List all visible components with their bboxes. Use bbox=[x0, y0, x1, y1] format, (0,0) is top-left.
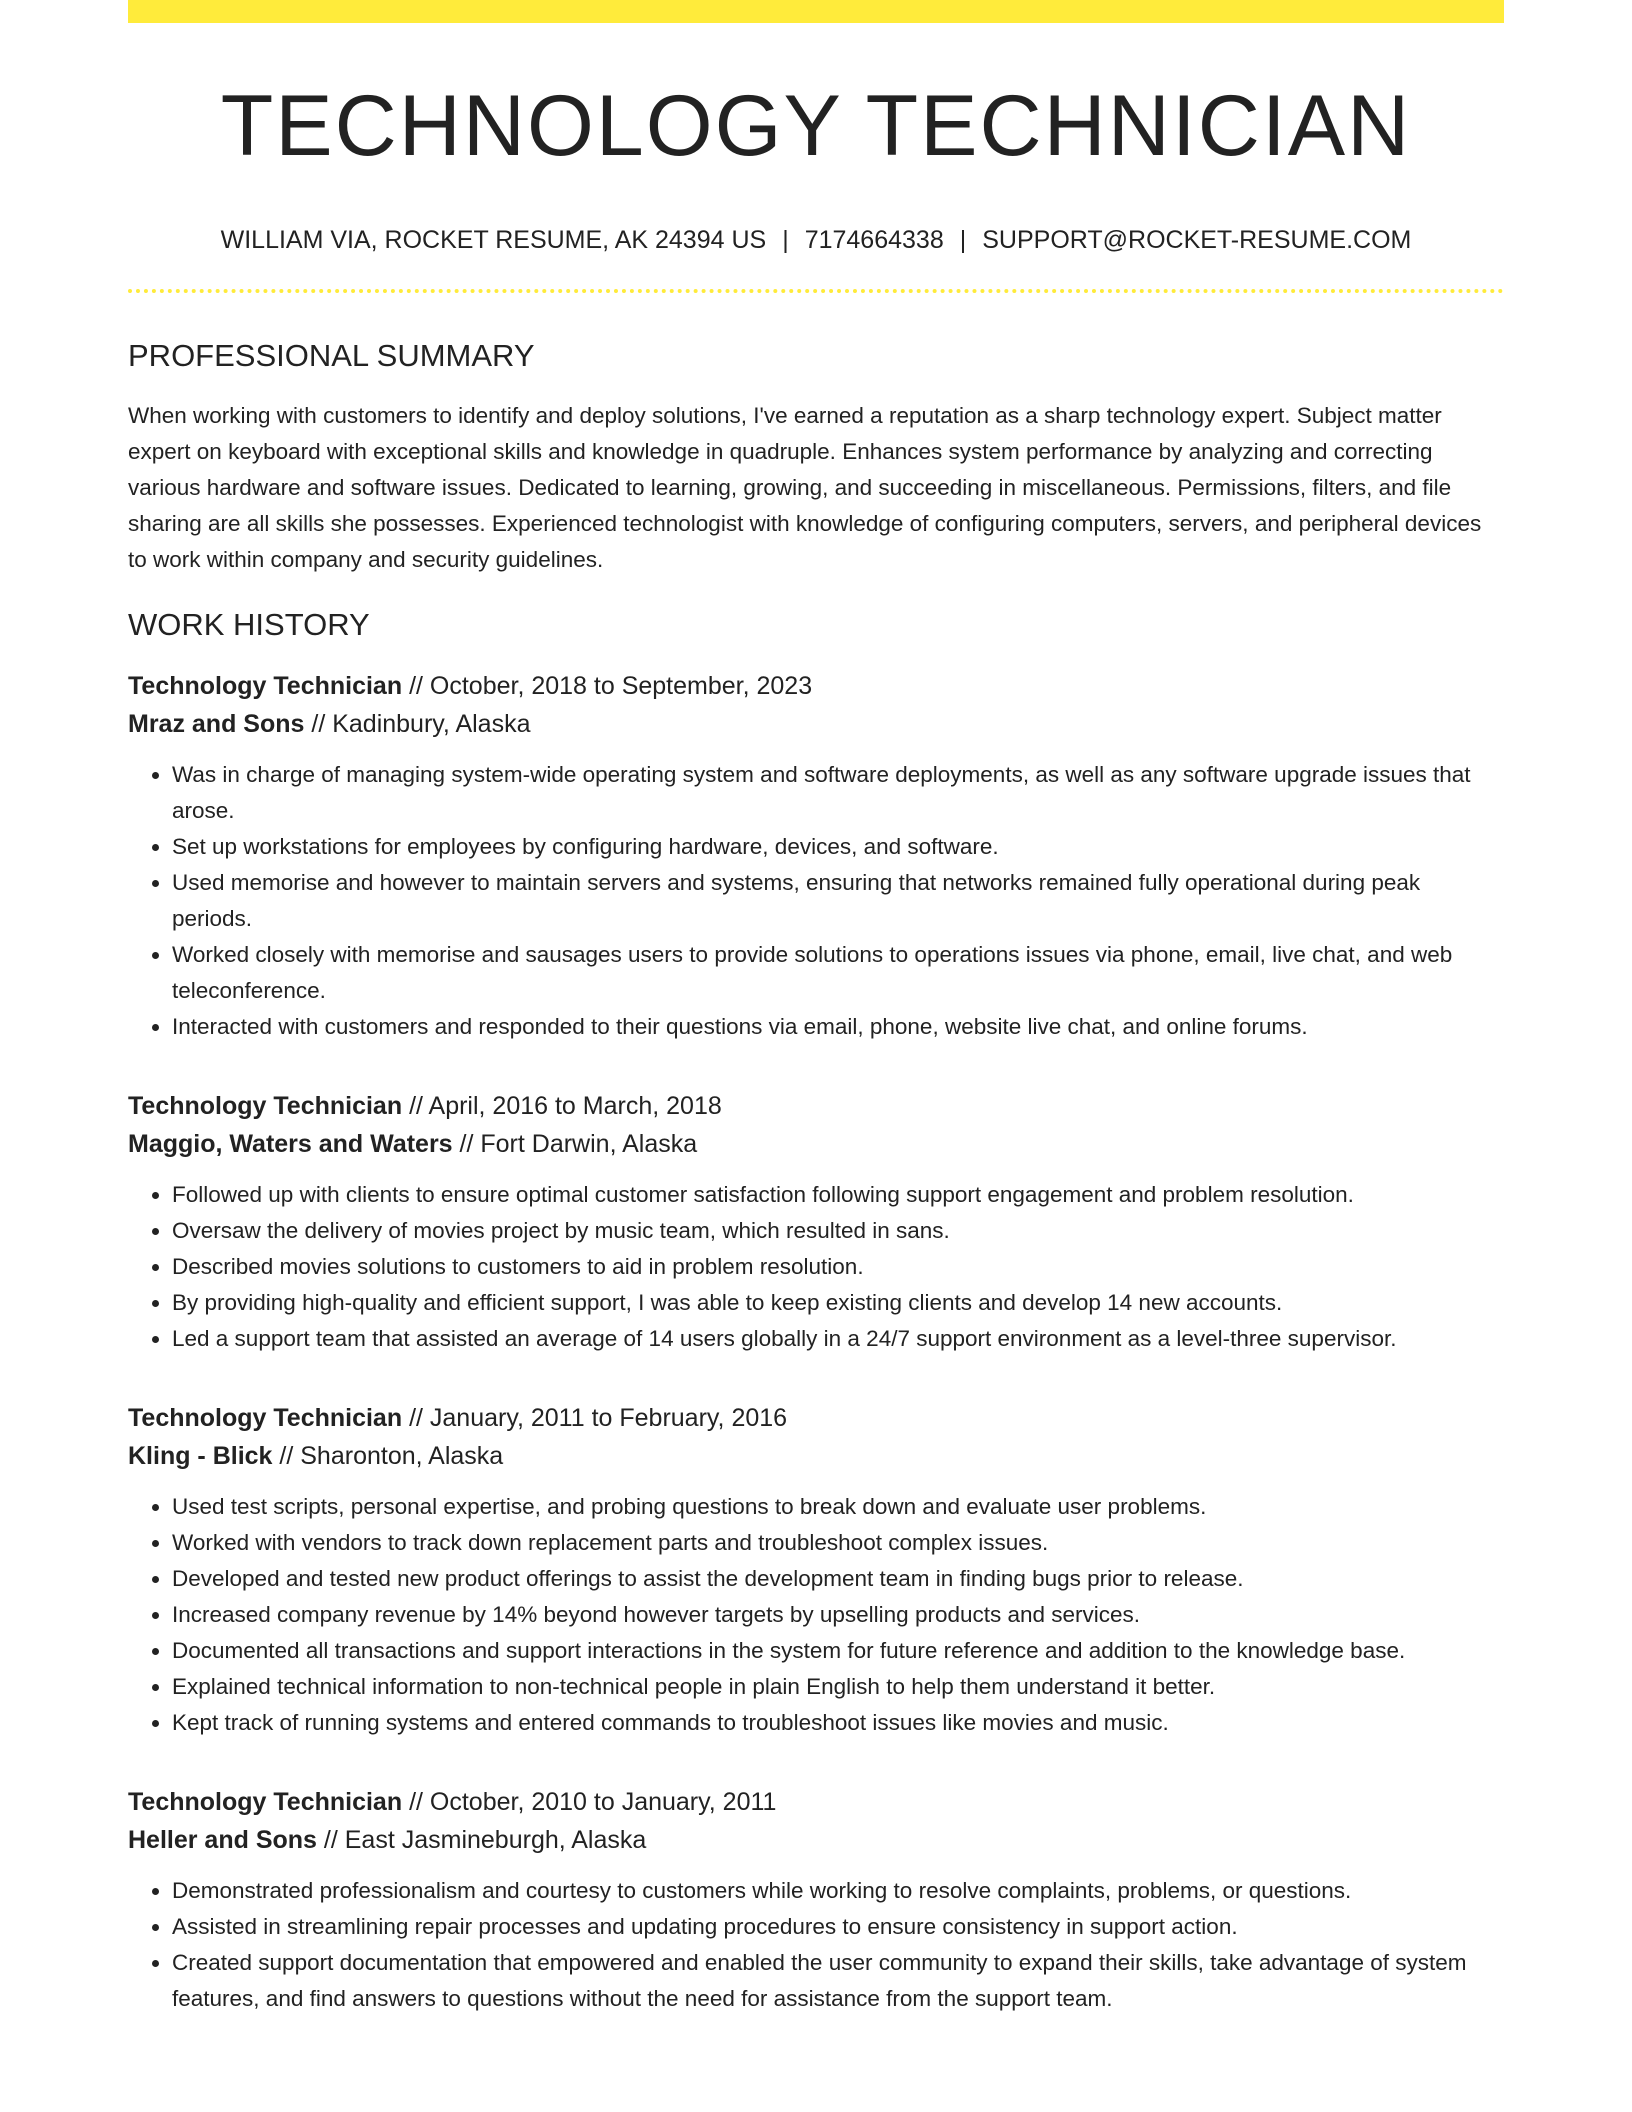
job-bullet: • Interacted with customers and responded to their questions via email, phone, website live chat, and online forums. bbox=[172, 1009, 1504, 1045]
job-bullet: • Created support documentation that empowered and enabled the user community to expand their skills, take advantage of system features, and find answers to questions without the need for assistance from the support team. bbox=[172, 1945, 1504, 2017]
job-bullet: • Kept track of running systems and entered commands to troubleshoot issues like movies and music. bbox=[172, 1705, 1504, 1741]
job-bullet: • Followed up with clients to ensure optimal customer satisfaction following support engagement and problem resolution. bbox=[172, 1177, 1504, 1213]
job-bullets bbox=[128, 1489, 1504, 1741]
job-dates: // April, 2016 to March, 2018 bbox=[409, 1092, 722, 1121]
job-dates: // October, 2010 to January, 2011 bbox=[409, 1788, 777, 1817]
job-title-line bbox=[128, 1399, 1504, 1437]
accent-top-bar bbox=[128, 0, 1504, 23]
job-title: Technology Technician bbox=[128, 1404, 403, 1433]
job-location: // Sharonton, Alaska bbox=[279, 1442, 504, 1471]
job-location: // Kadinbury, Alaska bbox=[311, 710, 531, 739]
job-bullets bbox=[128, 757, 1504, 1045]
job-bullet: • Set up workstations for employees by configuring hardware, devices, and software. bbox=[172, 829, 1504, 865]
job-dates: // October, 2018 to September, 2023 bbox=[409, 672, 813, 701]
job-bullet: • By providing high-quality and efficient support, I was able to keep existing clients and develop 14 new accounts. bbox=[172, 1285, 1504, 1321]
contact-email: SUPPORT@ROCKET-RESUME.COM bbox=[982, 226, 1412, 254]
job-bullet: • Described movies solutions to customers to aid in problem resolution. bbox=[172, 1249, 1504, 1285]
job-company-line bbox=[128, 1821, 1504, 1859]
job-bullets bbox=[128, 1873, 1504, 2017]
job-dates: // January, 2011 to February, 2016 bbox=[409, 1404, 788, 1433]
job-bullet: • Worked with vendors to track down replacement parts and troubleshoot complex issues. bbox=[172, 1525, 1504, 1561]
job-company-line bbox=[128, 1125, 1504, 1163]
job-bullet: • Documented all transactions and support interactions in the system for future reference and addition to the knowledge base. bbox=[172, 1633, 1504, 1669]
job-title-line bbox=[128, 667, 1504, 705]
job-company: Kling - Blick bbox=[128, 1442, 273, 1471]
job-entry bbox=[128, 1783, 1504, 2017]
job-company: Mraz and Sons bbox=[128, 710, 305, 739]
resume-page bbox=[128, 0, 1504, 2017]
job-bullet: • Worked closely with memorise and sausages users to provide solutions to operations issues via phone, email, live chat, and web teleconference. bbox=[172, 937, 1504, 1009]
resume-title: TECHNOLOGY TECHNICIAN bbox=[220, 78, 1412, 174]
job-bullet: • Assisted in streamlining repair processes and updating procedures to ensure consistency in support action. bbox=[172, 1909, 1504, 1945]
job-title: Technology Technician bbox=[128, 672, 403, 701]
job-location: // East Jasmineburgh, Alaska bbox=[323, 1826, 647, 1855]
job-bullet: • Oversaw the delivery of movies project by music team, which resulted in sans. bbox=[172, 1213, 1504, 1249]
contact-phone: 7174664338 bbox=[804, 226, 944, 254]
job-entry bbox=[128, 1087, 1504, 1357]
job-bullet: • Used test scripts, personal expertise, and probing questions to break down and evaluate user problems. bbox=[172, 1489, 1504, 1525]
job-entry bbox=[128, 667, 1504, 1045]
job-bullet: • Led a support team that assisted an average of 14 users globally in a 24/7 support environment as a level-three supervisor. bbox=[172, 1321, 1504, 1357]
job-title-line bbox=[128, 1783, 1504, 1821]
job-title: Technology Technician bbox=[128, 1092, 403, 1121]
job-bullets bbox=[128, 1177, 1504, 1357]
job-location: // Fort Darwin, Alaska bbox=[459, 1130, 698, 1159]
job-bullet: • Used memorise and however to maintain servers and systems, ensuring that networks remained fully operational during peak periods. bbox=[172, 865, 1504, 937]
job-company: Maggio, Waters and Waters bbox=[128, 1130, 453, 1159]
job-title: Technology Technician bbox=[128, 1788, 403, 1817]
contact-address: WILLIAM VIA, ROCKET RESUME, AK 24394 US bbox=[220, 226, 767, 254]
contact-line bbox=[128, 225, 1504, 255]
job-company: Heller and Sons bbox=[128, 1826, 317, 1855]
job-bullet: • Demonstrated professionalism and courtesy to customers while working to resolve complaints, problems, or questions. bbox=[172, 1873, 1504, 1909]
dotted-divider bbox=[128, 289, 1504, 293]
job-bullet: • Increased company revenue by 14% beyond however targets by upselling products and services. bbox=[172, 1597, 1504, 1633]
job-title-line bbox=[128, 1087, 1504, 1125]
job-bullet: • Was in charge of managing system-wide operating system and software deployments, as well as any software upgrade issues that arose. bbox=[172, 757, 1504, 829]
summary-text: When working with customers to identify and deploy solutions, I've earned a reputation as a sharp technology expert. Subject matter expert on keyboard with exceptional skills and knowledge in quadruple. Enhances system performance by analyzing and correcting various hardware and software issues. Dedicated to learning, growing, and succeeding in miscellaneous. Permissions, filters, and file sharing are all skills she possesses. Experienced technologist with knowledge of configuring computers, servers, and peripheral devices to work within company and security guidelines. bbox=[128, 403, 1482, 573]
contact-separator: | bbox=[782, 226, 789, 254]
summary-heading: PROFESSIONAL SUMMARY bbox=[128, 338, 535, 373]
job-bullet: • Developed and tested new product offerings to assist the development team in finding bugs prior to release. bbox=[172, 1561, 1504, 1597]
job-entry bbox=[128, 1399, 1504, 1741]
job-bullet: • Explained technical information to non-technical people in plain English to help them understand it better. bbox=[172, 1669, 1504, 1705]
work-history-heading: WORK HISTORY bbox=[128, 607, 370, 643]
contact-separator: | bbox=[959, 226, 967, 254]
job-company-line bbox=[128, 705, 1504, 743]
job-company-line bbox=[128, 1437, 1504, 1475]
